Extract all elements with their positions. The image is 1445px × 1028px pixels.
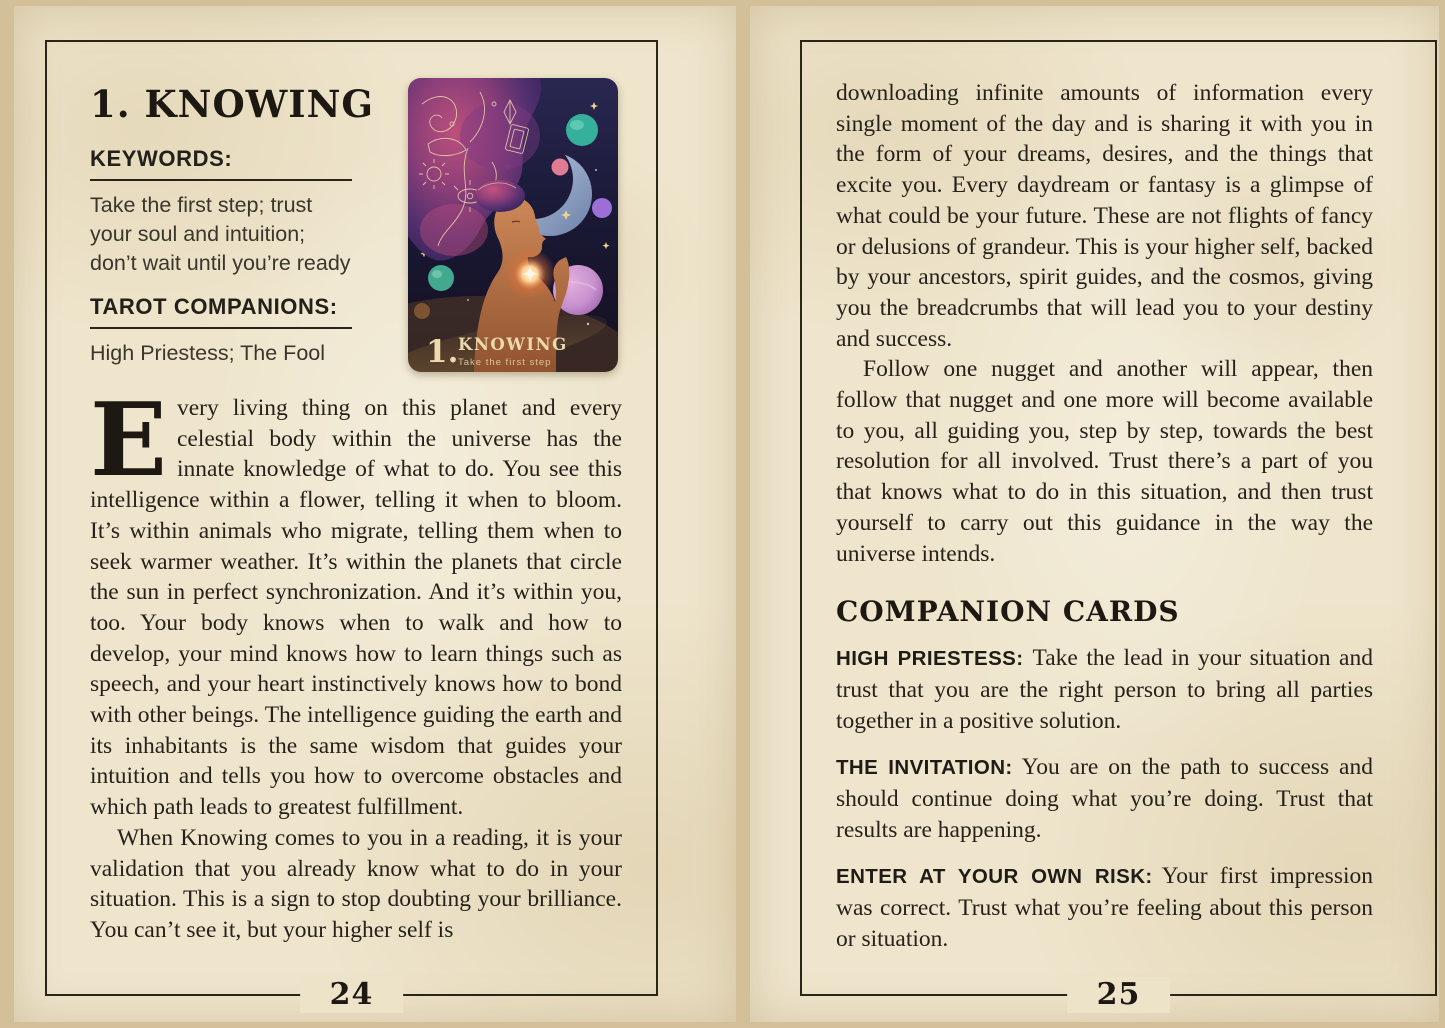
companion-entry	[836, 643, 1373, 736]
right-body-text	[836, 78, 1373, 971]
tarot-companions-heading: TAROT COMPANIONS:	[90, 294, 352, 329]
paragraph	[90, 380, 622, 823]
right-page-frame	[800, 40, 1437, 1012]
left-body-text	[90, 380, 622, 946]
card-number: 1.	[426, 334, 459, 370]
companion-entry	[836, 752, 1373, 845]
card-title: KNOWING	[458, 335, 568, 354]
keywords-heading: KEYWORDS:	[90, 146, 352, 181]
paragraph: downloading infinite amounts of information every single moment of the day and is sharing it with you in the form of your dreams, desires, and the things that excite you. Every daydream or fantasy is a glimpse of what could be your future. These are not flights of fancy or delusions of grandeur. This is your higher self, backed by your ancestors, spirit guides, and the cosmos, giving you the breadcrumbs that will lead you to your destiny and success.	[836, 80, 1373, 352]
tarot-card-image	[408, 78, 618, 372]
card-illustration	[408, 78, 618, 372]
companion-entry	[836, 861, 1373, 954]
companion-text: You are on the path to success and should continue doing what you’re doing. Trust that results are happening.	[836, 754, 1373, 843]
card-subtitle: Take the first step	[458, 357, 552, 368]
companion-text: Take the lead in your situation and trust that you are the right person to bring all parties together in a positive solution.	[836, 645, 1373, 734]
left-intro-column	[90, 84, 410, 384]
drop-cap: E	[90, 380, 167, 499]
page-number-right: 25	[1067, 977, 1171, 1013]
companion-text: Your first impression was correct. Trust what you’re feeling about this person or situation.	[836, 863, 1374, 952]
chapter-title: 1. KNOWING	[90, 82, 374, 126]
tarot-companions-text: High Priestess; The Fool	[90, 341, 326, 365]
companion-label: THE INVITATION:	[836, 756, 1013, 780]
hair-crown	[475, 180, 525, 212]
paragraph-text: very living thing on this planet and every celestial body within the universe has the innate knowledge of what to do. You see this intelligence within a flower, telling it when to bloom. It’s within animals who migrate, telling them when to seek warmer weather. It’s within the planets that circle the sun in perfect synchronization. And it’s within you, too. Your body knows when to walk and how to develop, your mind knows how to learn things such as speech, and your heart instinctively knows how to bond with other beings. The intelligence guiding the earth and its inhabitants is the same wisdom that guides your intuition and tells you how to overcome obstacles and which path leads to greatest fulfillment.	[90, 395, 622, 821]
companion-label: ENTER AT YOUR OWN RISK:	[836, 865, 1153, 889]
keywords-text: Take the first step; trust your soul and intuition; don’t wait until you’re ready	[90, 193, 351, 275]
paragraph: When Knowing comes to you in a reading, it is your validation that you already know what to do in your situation. This is a sign to stop doubting your brilliance. You can’t see it, but your higher self is	[90, 824, 622, 943]
companion-cards-heading: COMPANION CARDS	[836, 595, 1180, 629]
companion-label: HIGH PRIESTESS:	[836, 647, 1024, 671]
left-page-frame	[45, 40, 658, 1012]
page-number-left: 24	[300, 977, 404, 1013]
paragraph: Follow one nugget and another will appear, then follow that nugget and one more will become available to you, all guiding you, step by step, towards the best resolution for all involved. Trust there’s a part of you that knows what to do in this situation, and then trust yourself to carry out this guidance in the way the universe intends.	[836, 356, 1373, 567]
